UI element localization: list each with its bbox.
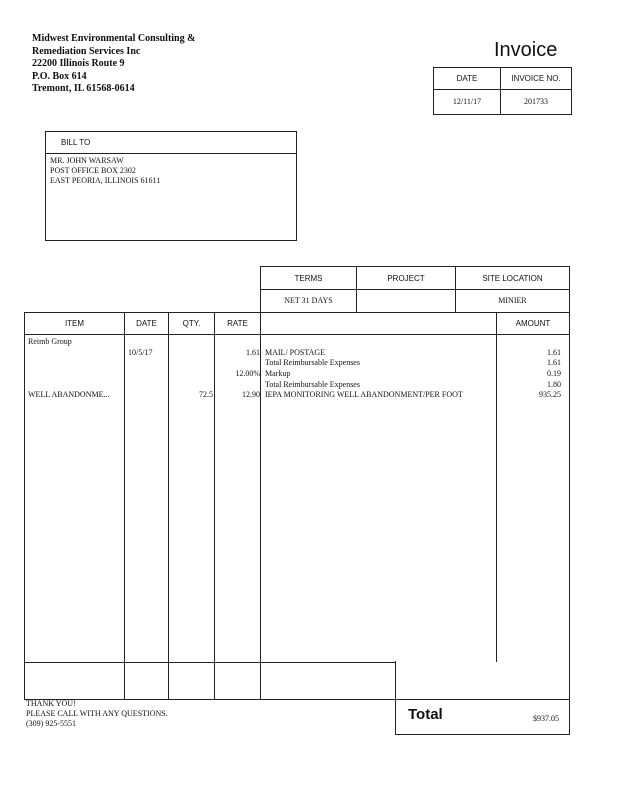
date-header: DATE xyxy=(456,74,478,83)
item-header: ITEM xyxy=(64,319,85,328)
site-location-header: SITE LOCATION xyxy=(482,274,543,283)
row-rate: 12.00% xyxy=(235,369,260,378)
row-item: Reimb Group xyxy=(28,337,72,346)
row-amount: 1.61 xyxy=(547,348,561,357)
row-rate: 1.61 xyxy=(246,348,260,357)
qty-header: QTY. xyxy=(182,319,201,328)
date-column-header: DATE xyxy=(136,319,157,328)
bill-to-line2: POST OFFICE BOX 2302 xyxy=(50,166,136,175)
company-address-line2: P.O. Box 614 xyxy=(32,70,87,82)
row-amount: 0.19 xyxy=(547,369,561,378)
terms-value: NET 31 DAYS xyxy=(284,296,333,305)
row-amount: 1.80 xyxy=(547,380,561,389)
row-date: 10/5/17 xyxy=(128,348,153,357)
total-box xyxy=(395,698,570,735)
project-header: PROJECT xyxy=(387,274,425,283)
footer-phone: (309) 925-5551 xyxy=(26,719,76,728)
bill-to-line1: MR. JOHN WARSAW xyxy=(50,156,124,165)
company-address-block xyxy=(32,33,195,96)
total-value: $937.05 xyxy=(533,714,559,723)
invoice-number-value: 201733 xyxy=(524,97,548,106)
footer-line2: PLEASE CALL WITH ANY QUESTIONS. xyxy=(26,709,168,718)
total-label: Total xyxy=(408,706,443,723)
row-description: IEPA MONITORING WELL ABANDONMENT/PER FOOT xyxy=(265,390,463,399)
row-description: MAIL/ POSTAGE xyxy=(265,348,326,357)
invoice-meta-box xyxy=(433,67,572,115)
row-item: WELL ABANDONME... xyxy=(28,390,110,399)
company-address-line3: Tremont, IL 61568-0614 xyxy=(32,83,135,94)
total-divider xyxy=(395,661,396,698)
company-name-line2: Remediation Services Inc xyxy=(32,45,141,57)
row-rate: 12.90 xyxy=(242,390,260,399)
bill-to-label: BILL TO xyxy=(61,138,91,147)
invoice-no-header: INVOICE NO. xyxy=(511,74,561,83)
row-amount: 935.25 xyxy=(539,390,561,399)
footer-note xyxy=(26,699,168,729)
bill-to-address xyxy=(50,156,160,186)
site-location-value: MINIER xyxy=(498,296,527,305)
company-address-line1: 22200 Illinois Route 9 xyxy=(32,58,125,69)
bill-to-line3: EAST PEORIA, ILLINOIS 61611 xyxy=(50,176,161,185)
terms-header: TERMS xyxy=(294,274,323,283)
line-items-table xyxy=(24,312,570,700)
amount-header: AMOUNT xyxy=(515,319,551,328)
row-description: Markup xyxy=(265,369,291,378)
invoice-title: Invoice xyxy=(494,39,558,61)
row-description: Total Reimbursable Expenses xyxy=(265,358,360,367)
rate-header: RATE xyxy=(227,319,248,328)
invoice-date-value: 12/11/17 xyxy=(452,97,482,106)
bill-to-box xyxy=(45,131,297,241)
company-name-line1: Midwest Environmental Consulting & xyxy=(32,33,196,44)
row-description: Total Reimbursable Expenses xyxy=(265,380,360,389)
footer-line1: THANK YOU! xyxy=(26,699,76,708)
row-qty: 72.5 xyxy=(199,390,213,399)
row-amount: 1.61 xyxy=(547,358,561,367)
terms-box xyxy=(260,266,570,313)
